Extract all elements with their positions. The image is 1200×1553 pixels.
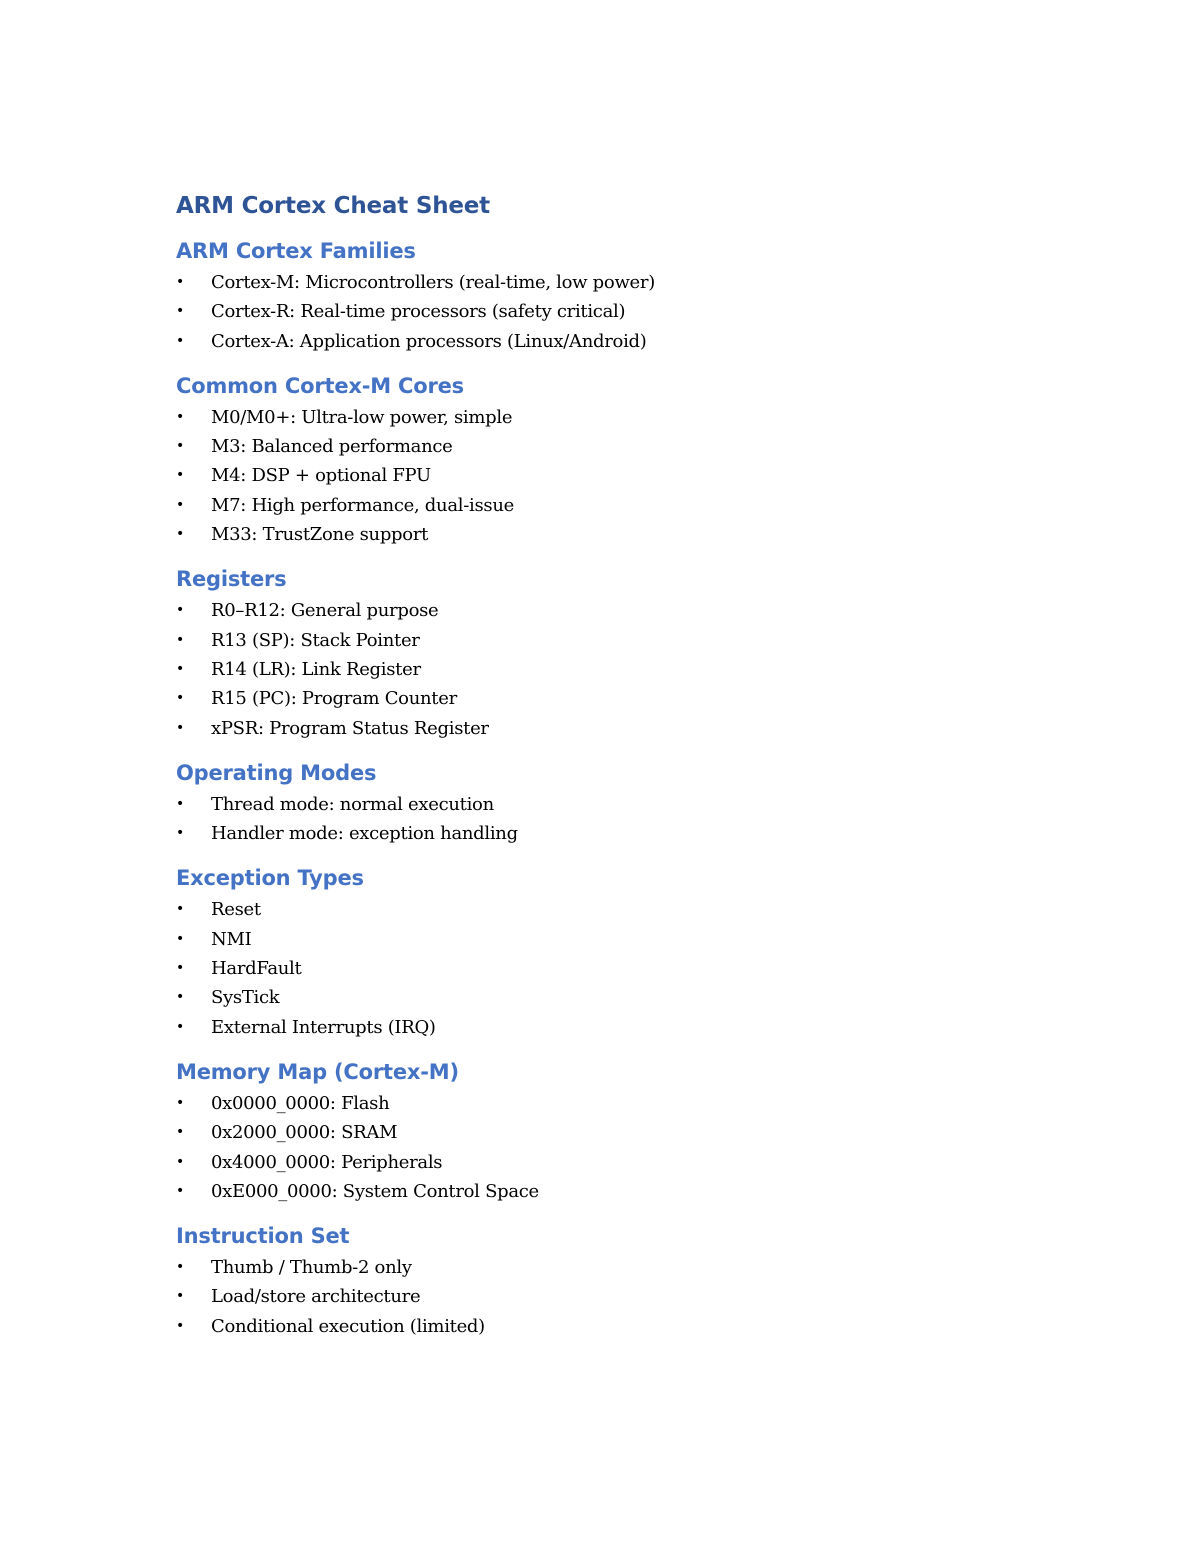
section-heading: Memory Map (Cortex-M): [176, 1059, 459, 1084]
list-item: [176, 491, 1026, 520]
bullet-list: [176, 895, 1026, 1041]
sections-container: [176, 235, 1026, 1341]
bullet-icon: •: [176, 467, 184, 484]
bullet-icon: •: [176, 438, 184, 455]
list-item: [176, 461, 1026, 490]
list-item-text: M0/M0+: Ultra-low power, simple: [211, 406, 513, 428]
bullet-icon: •: [176, 1124, 184, 1141]
list-item-text: Cortex-M: Microcontrollers (real-time, low power): [211, 272, 655, 293]
bullet-icon: •: [176, 960, 184, 977]
list-item: [176, 684, 1026, 713]
bullet-icon: •: [176, 602, 184, 619]
list-item: [176, 1177, 1026, 1206]
bullet-icon: •: [176, 930, 184, 947]
list-item-text: M3: Balanced performance: [211, 436, 453, 458]
section-arm-cortex-families: [176, 235, 1026, 356]
bullet-icon: •: [176, 1317, 184, 1334]
section-heading: Registers: [176, 567, 287, 592]
list-item: [176, 954, 1026, 983]
list-item: [176, 1253, 1026, 1282]
list-item-text: External Interrupts (IRQ): [211, 1016, 436, 1038]
bullet-list: [176, 1253, 1026, 1341]
list-item-text: Thread mode: normal execution: [211, 793, 494, 815]
document-title: ARM Cortex Cheat Sheet: [176, 193, 490, 219]
list-item-text: 0x0000_0000: Flash: [211, 1092, 390, 1114]
section-exception-types: [176, 862, 1026, 1041]
bullet-icon: •: [176, 303, 184, 320]
bullet-list: [176, 596, 1026, 742]
section-heading: Instruction Set: [176, 1224, 350, 1249]
section-heading: Common Cortex-M Cores: [176, 373, 464, 398]
list-item-text: xPSR: Program Status Register: [211, 717, 489, 739]
bullet-icon: •: [176, 1094, 184, 1111]
list-item-text: 0x2000_0000: SRAM: [211, 1122, 398, 1144]
list-item: [176, 1089, 1026, 1118]
list-item: [176, 714, 1026, 743]
list-item-text: Conditional execution (limited): [211, 1315, 485, 1337]
document-page: [176, 189, 1026, 1355]
list-item-text: M33: TrustZone support: [211, 524, 429, 546]
list-item-text: Reset: [211, 899, 261, 921]
bullet-list: [176, 790, 1026, 849]
list-item-text: R0–R12: General purpose: [211, 600, 439, 622]
list-item: [176, 268, 1026, 297]
bullet-icon: •: [176, 690, 184, 707]
bullet-icon: •: [176, 408, 184, 425]
bullet-icon: •: [176, 901, 184, 918]
section-registers: [176, 563, 1026, 742]
list-item: [176, 432, 1026, 461]
section-heading: Exception Types: [176, 866, 364, 891]
list-item-text: 0x4000_0000: Peripherals: [211, 1151, 443, 1173]
list-item-text: M7: High performance, dual-issue: [211, 494, 514, 516]
bullet-list: [176, 1089, 1026, 1206]
list-item: [176, 297, 1026, 326]
list-item-text: SysTick: [211, 987, 280, 1009]
list-item: [176, 1282, 1026, 1311]
list-item: [176, 403, 1026, 432]
list-item: [176, 520, 1026, 549]
list-item: [176, 983, 1026, 1012]
bullet-icon: •: [176, 496, 184, 513]
list-item-text: R13 (SP): Stack Pointer: [211, 629, 420, 651]
list-item-text: Thumb / Thumb-2 only: [211, 1257, 412, 1279]
list-item-text: Load/store architecture: [211, 1286, 421, 1308]
section-common-cortex-m-cores: [176, 370, 1026, 549]
list-item: [176, 327, 1026, 356]
list-item-text: R14 (LR): Link Register: [211, 658, 421, 680]
bullet-list: [176, 403, 1026, 549]
bullet-icon: •: [176, 660, 184, 677]
bullet-icon: •: [176, 274, 184, 290]
section-operating-modes: [176, 757, 1026, 849]
bullet-icon: •: [176, 1018, 184, 1035]
list-item-text: 0xE000_0000: System Control Space: [211, 1180, 539, 1202]
list-item-text: NMI: [211, 928, 252, 950]
list-item-text: Handler mode: exception handling: [211, 823, 518, 845]
list-item: [176, 925, 1026, 954]
bullet-icon: •: [176, 795, 184, 812]
list-item: [176, 626, 1026, 655]
list-item-text: R15 (PC): Program Counter: [211, 688, 457, 710]
bullet-icon: •: [176, 1288, 184, 1305]
list-item: [176, 1013, 1026, 1042]
section-heading: Operating Modes: [176, 760, 377, 785]
bullet-icon: •: [176, 825, 184, 842]
list-item: [176, 1312, 1026, 1341]
list-item: [176, 819, 1026, 848]
section-memory-map-cortex-m: [176, 1056, 1026, 1206]
bullet-icon: •: [176, 1259, 184, 1276]
list-item: [176, 1148, 1026, 1177]
list-item: [176, 895, 1026, 924]
list-item: [176, 1118, 1026, 1147]
bullet-icon: •: [176, 526, 184, 543]
list-item: [176, 655, 1026, 684]
bullet-icon: •: [176, 989, 184, 1006]
bullet-icon: •: [176, 1153, 184, 1170]
bullet-icon: •: [176, 1182, 184, 1199]
section-heading: ARM Cortex Families: [176, 239, 416, 263]
list-item-text: Cortex-A: Application processors (Linux/Android): [211, 330, 647, 352]
bullet-icon: •: [176, 332, 184, 349]
list-item: [176, 790, 1026, 819]
list-item-text: Cortex-R: Real-time processors (safety critical): [211, 301, 626, 323]
bullet-icon: •: [176, 719, 184, 736]
list-item-text: M4: DSP + optional FPU: [211, 465, 431, 487]
bullet-list: [176, 268, 1026, 356]
section-instruction-set: [176, 1220, 1026, 1341]
list-item-text: HardFault: [211, 958, 302, 980]
list-item: [176, 596, 1026, 625]
bullet-icon: •: [176, 631, 184, 648]
